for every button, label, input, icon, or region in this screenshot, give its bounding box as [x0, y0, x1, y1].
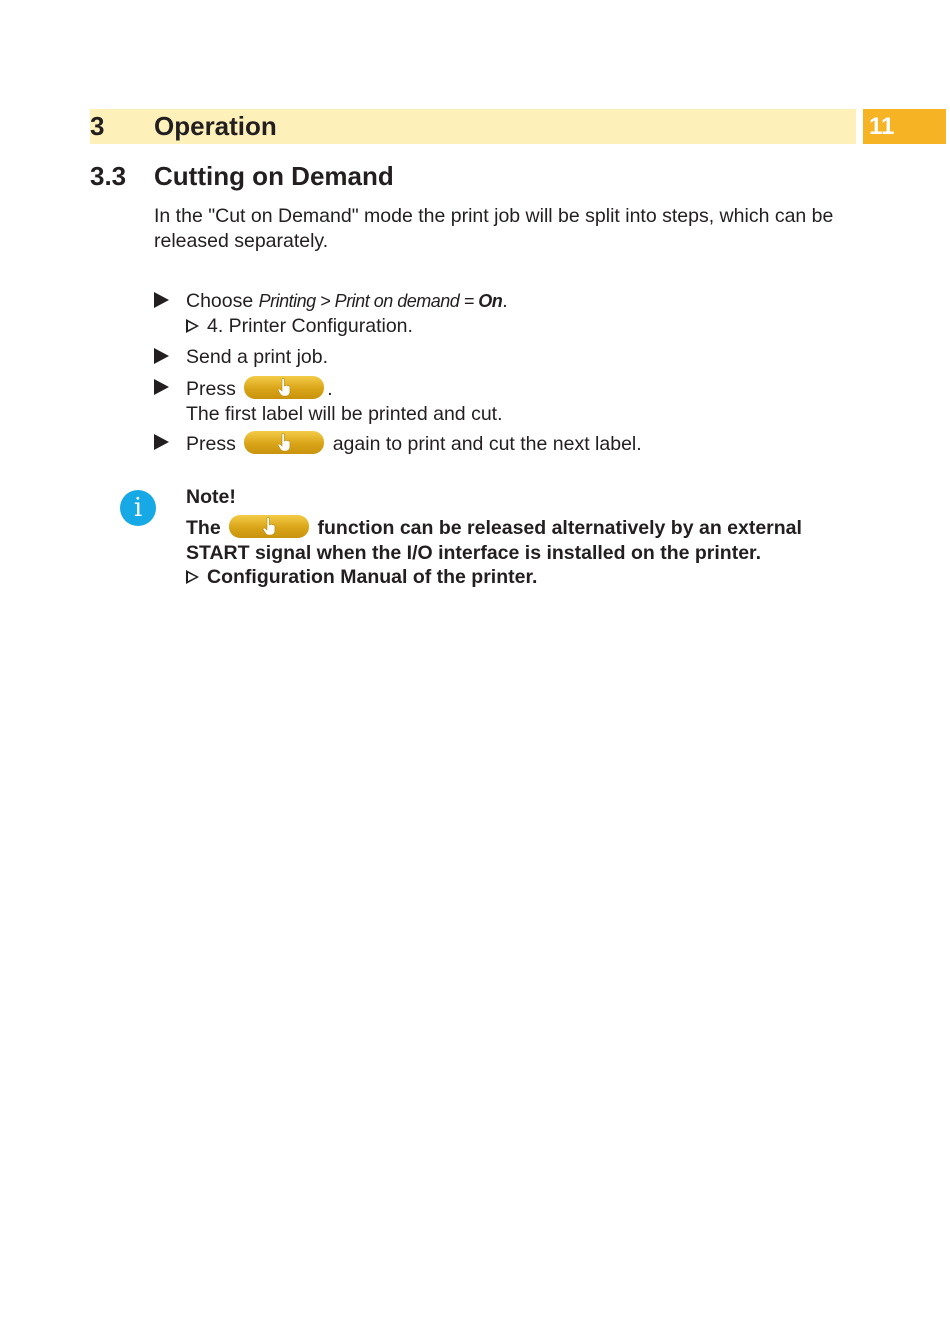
hand-pointer-icon	[262, 517, 276, 536]
triangle-outline-icon	[186, 570, 199, 584]
step-verb: Press	[186, 433, 236, 455]
section-title: Cutting on Demand	[154, 161, 394, 191]
reference-link[interactable]: 4. Printer Configuration.	[207, 315, 413, 337]
step-result: The first label will be printed and cut.	[186, 403, 503, 425]
step-end: .	[502, 290, 508, 312]
triangle-right-icon	[154, 348, 169, 364]
hand-pointer-icon	[277, 433, 291, 452]
triangle-outline-icon	[186, 319, 199, 333]
info-icon: i	[120, 490, 156, 526]
step-after: again to print and cut the next label.	[332, 433, 642, 455]
note-before: The	[186, 517, 221, 539]
note-after: function can be released alternatively by an external START signal when the I/O interface is installed on the printer.	[186, 517, 802, 564]
note-text	[186, 515, 846, 590]
triangle-right-icon	[154, 379, 169, 395]
triangle-right-icon	[154, 292, 169, 308]
feed-button[interactable]	[229, 515, 309, 538]
step-text: Send a print job.	[186, 346, 329, 368]
feed-button[interactable]	[244, 376, 324, 399]
hand-pointer-icon	[277, 378, 291, 397]
step-body	[186, 431, 642, 457]
section-intro: In the "Cut on Demand" mode the print job will be split into steps, which can be released separately.	[154, 205, 834, 252]
feed-button[interactable]	[244, 431, 324, 454]
step-body	[186, 289, 508, 339]
step-after: .	[327, 378, 333, 400]
page-number: 11	[863, 109, 946, 144]
chapter-title: Operation	[154, 111, 277, 141]
step-verb: Press	[186, 378, 236, 400]
step-verb: Choose	[186, 290, 254, 312]
menu-path-text: Printing > Print on demand =	[258, 291, 479, 311]
menu-path	[259, 291, 503, 311]
chapter-number: 3	[90, 111, 105, 141]
section-number: 3.3	[90, 161, 127, 191]
menu-value: On	[478, 291, 503, 311]
note-title: Note!	[186, 486, 236, 508]
note-reference[interactable]: Configuration Manual of the printer.	[207, 566, 538, 588]
triangle-right-icon	[154, 434, 169, 450]
step-body	[186, 376, 503, 427]
